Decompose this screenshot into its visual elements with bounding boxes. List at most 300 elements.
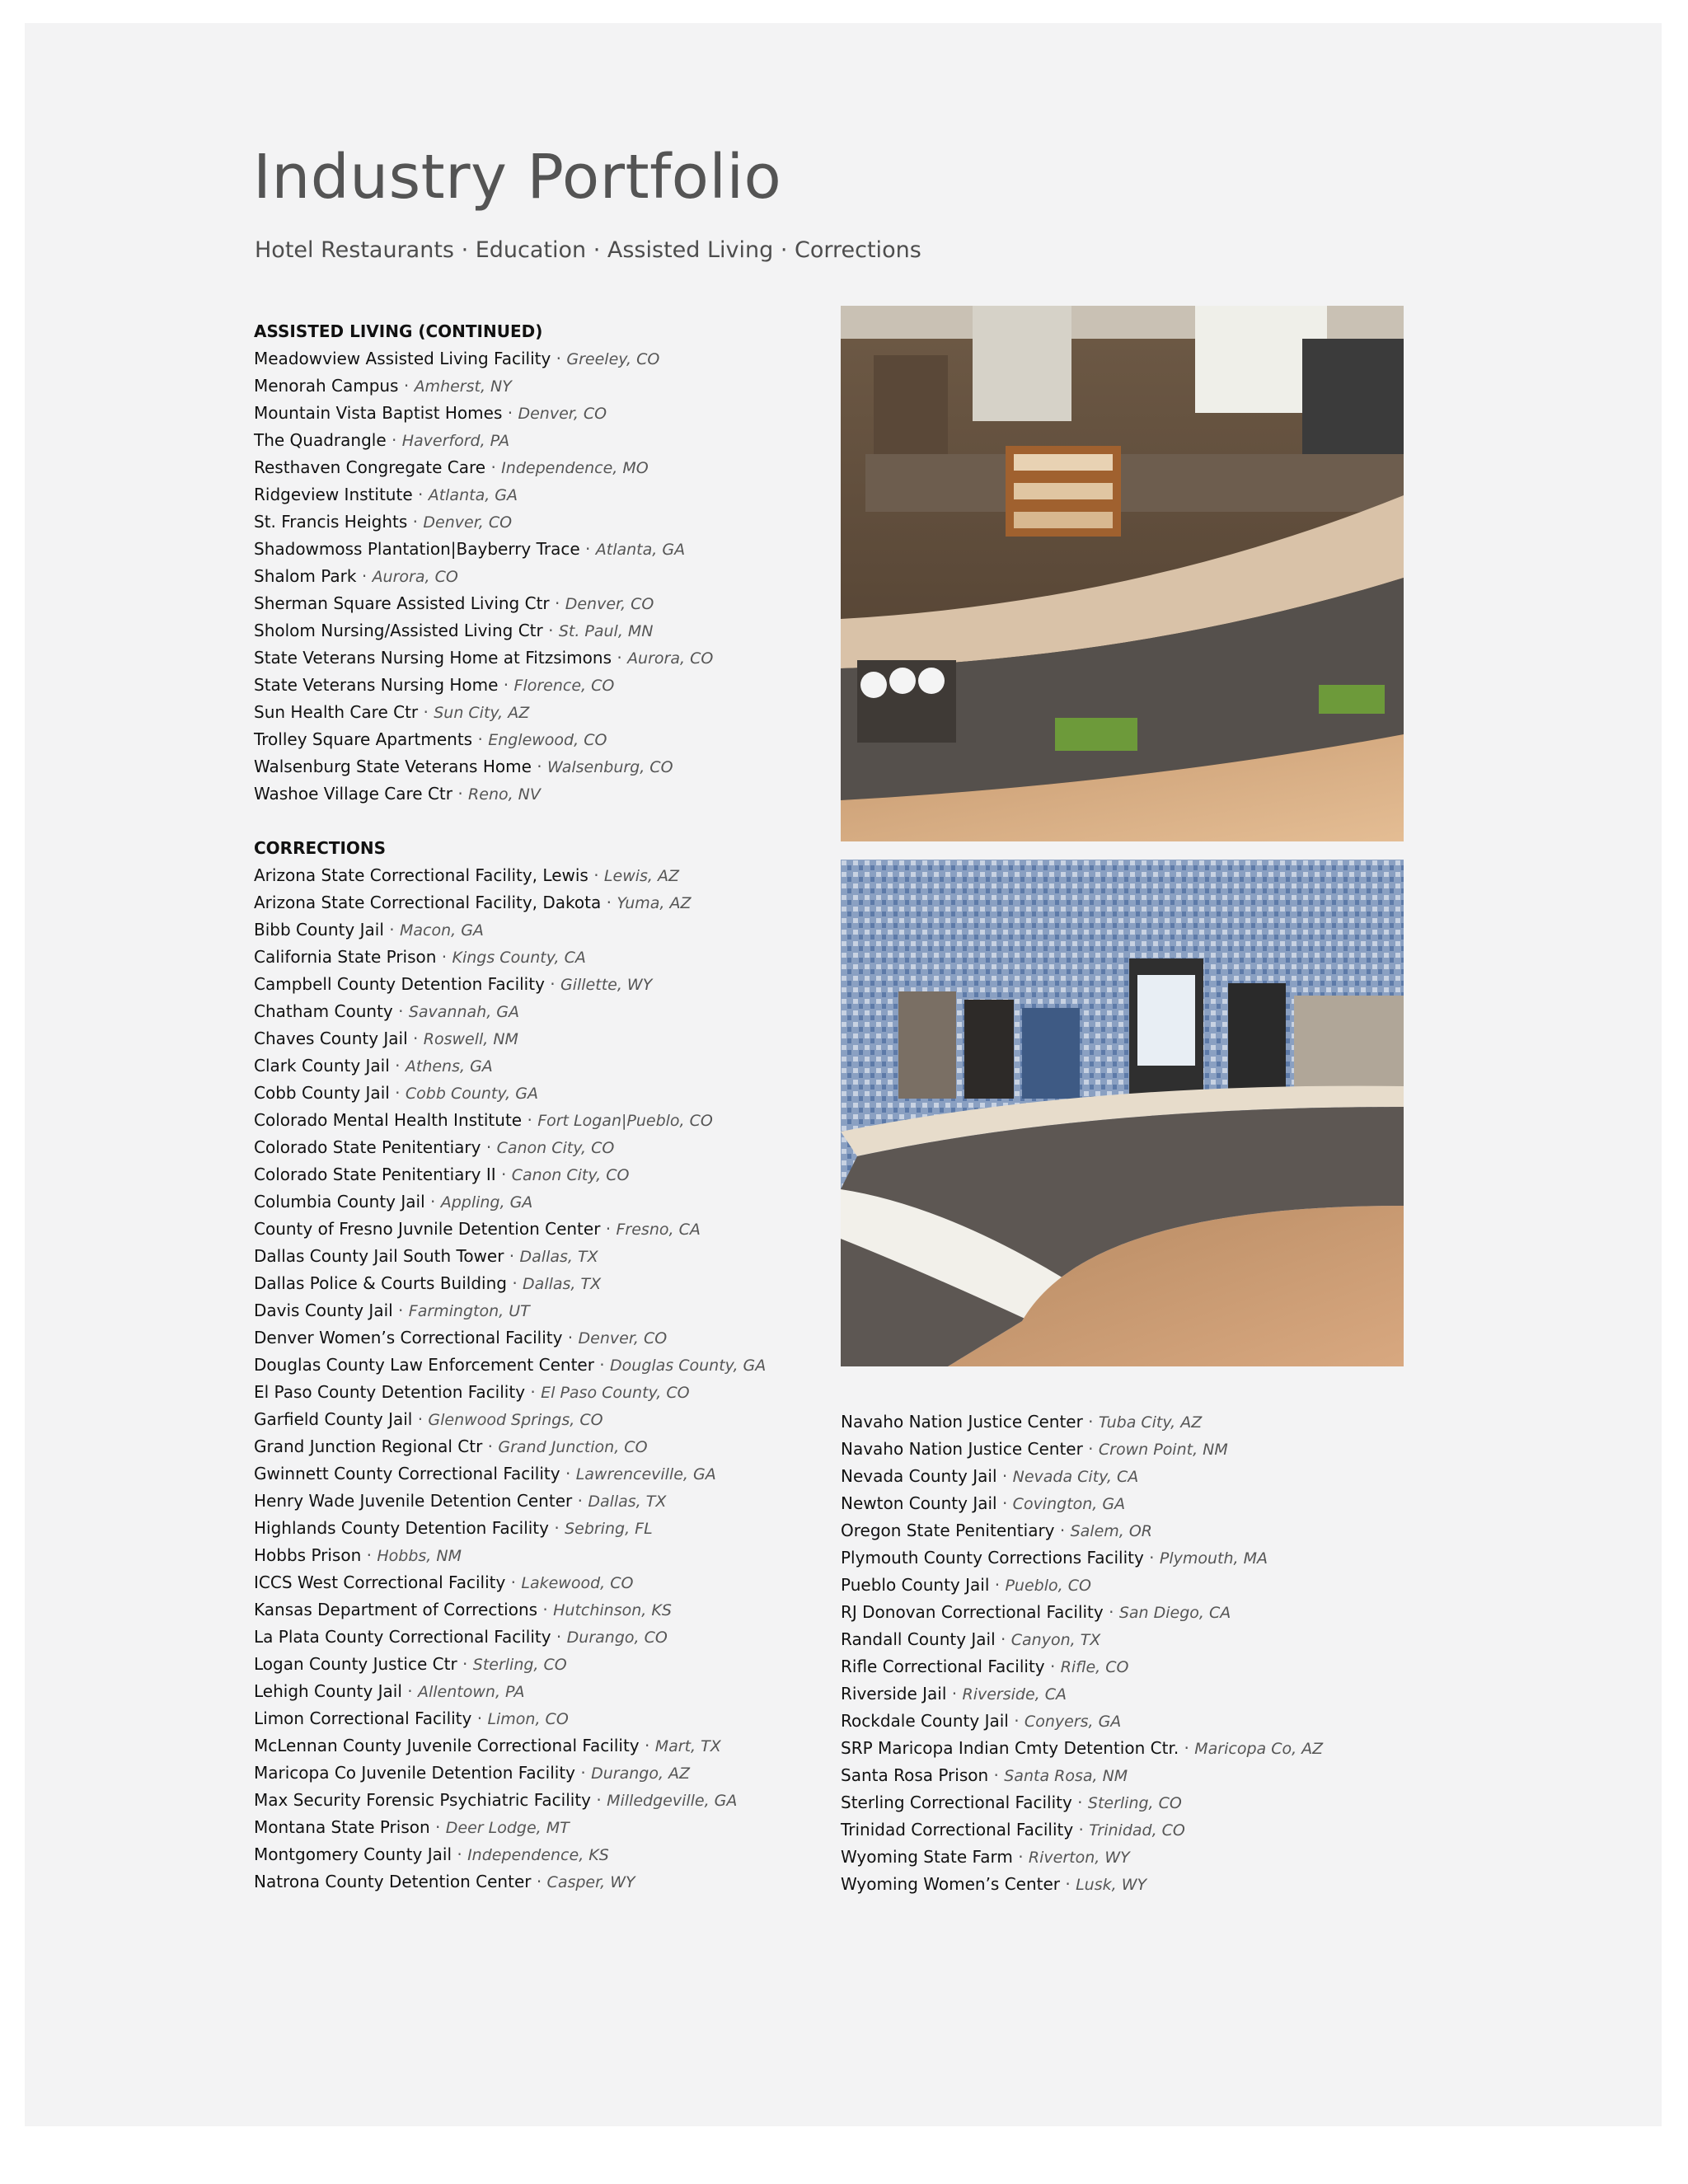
separator: ·	[436, 947, 452, 967]
separator: ·	[504, 1246, 520, 1266]
facility-name: The Quadrangle	[254, 430, 387, 450]
list-item	[841, 1463, 1418, 1490]
list-item	[254, 509, 831, 536]
facility-name: Menorah Campus	[254, 376, 399, 396]
facility-location: Atlanta, GA	[428, 486, 518, 504]
list-item	[841, 1680, 1418, 1708]
facility-location: Limon, CO	[487, 1710, 569, 1728]
separator: ·	[946, 1684, 963, 1704]
facility-name: Grand Junction Regional Ctr	[254, 1436, 483, 1456]
facility-location: Denver, CO	[565, 595, 654, 613]
facility-name: Colorado State Penitentiary	[254, 1137, 481, 1157]
facility-location: Deer Lodge, MT	[445, 1819, 570, 1837]
facility-location: Canyon, TX	[1010, 1631, 1101, 1649]
list-item	[254, 1324, 831, 1352]
separator: ·	[548, 1518, 565, 1538]
facility-name: Rockdale County Jail	[841, 1711, 1009, 1731]
facility-location: Reno, NV	[468, 785, 541, 804]
facility-name: Clark County Jail	[254, 1056, 390, 1076]
separator: ·	[389, 1056, 406, 1076]
separator: ·	[361, 1545, 377, 1565]
list-item	[254, 971, 831, 998]
photo-serving-counter-bakery	[841, 306, 1404, 841]
facility-name: Max Security Forensic Psychiatric Facility	[254, 1790, 592, 1810]
list-item	[254, 427, 831, 454]
separator: ·	[600, 1219, 617, 1239]
separator: ·	[457, 1654, 473, 1674]
facility-name: Wyoming Women’s Center	[841, 1874, 1061, 1894]
facility-name: Chaves County Jail	[254, 1029, 408, 1048]
separator: ·	[418, 702, 434, 722]
facility-location: Appling, GA	[440, 1193, 533, 1212]
list-item	[254, 1025, 831, 1052]
facility-name: Limon Correctional Facility	[254, 1708, 472, 1728]
list-item	[254, 1705, 831, 1732]
list-item	[254, 1270, 831, 1297]
facility-location: Hobbs, NM	[377, 1547, 462, 1565]
facility-name: Santa Rosa Prison	[841, 1765, 989, 1785]
separator: ·	[389, 1083, 406, 1103]
separator: ·	[1044, 1657, 1061, 1676]
separator: ·	[392, 1001, 409, 1021]
facility-name: Logan County Justice Ctr	[254, 1654, 457, 1674]
facility-location: Florence, CO	[513, 677, 615, 695]
facility-location: Maricopa Co, AZ	[1194, 1740, 1324, 1758]
facility-name: Sherman Square Assisted Living Ctr	[254, 593, 550, 613]
facility-name: Lehigh County Jail	[254, 1681, 402, 1701]
facility-name: ICCS West Correctional Facility	[254, 1572, 506, 1592]
list-item	[254, 1678, 831, 1705]
list-item	[254, 617, 831, 644]
facility-location: Macon, GA	[399, 921, 484, 940]
facility-location: Aurora, CO	[372, 568, 458, 586]
facility-location: Lawrenceville, GA	[575, 1465, 716, 1483]
list-item	[841, 1517, 1418, 1544]
list-item	[254, 780, 831, 808]
separator: ·	[591, 1790, 607, 1810]
facility-name: Wyoming State Farm	[841, 1847, 1013, 1867]
separator: ·	[537, 1600, 554, 1619]
separator: ·	[412, 1409, 429, 1429]
list-item	[254, 1651, 831, 1678]
list-item	[254, 699, 831, 726]
separator: ·	[575, 1763, 592, 1783]
facility-location: Plymouth, MA	[1159, 1549, 1268, 1568]
facility-name: Sun Health Care Ctr	[254, 702, 419, 722]
list-item	[254, 1569, 831, 1596]
separator: ·	[506, 1273, 523, 1293]
facility-name: Navaho Nation Justice Center	[841, 1439, 1083, 1459]
list-item	[254, 1542, 831, 1569]
separator: ·	[386, 430, 402, 450]
facility-name: Shalom Park	[254, 566, 357, 586]
section-heading-assisted-living: ASSISTED LIVING (CONTINUED)	[254, 321, 543, 341]
facility-location: Covington, GA	[1012, 1495, 1126, 1513]
separator: ·	[452, 784, 469, 804]
list-item	[254, 1596, 831, 1624]
list-item	[254, 1488, 831, 1515]
facility-location: Kings County, CA	[452, 949, 586, 967]
separator: ·	[531, 1872, 547, 1891]
facility-name: Meadowview Assisted Living Facility	[254, 349, 551, 368]
list-item	[841, 1436, 1418, 1463]
list-item	[254, 1406, 831, 1433]
list-item	[254, 862, 831, 889]
list-item	[254, 1460, 831, 1488]
facility-location: Sun City, AZ	[434, 704, 530, 722]
separator: ·	[429, 1817, 446, 1837]
corrections-list-left	[254, 862, 831, 1896]
facility-location: Haverford, PA	[401, 432, 510, 450]
separator: ·	[996, 1466, 1013, 1486]
facility-location: Trinidad, CO	[1089, 1821, 1185, 1840]
list-item	[254, 1732, 831, 1760]
separator: ·	[522, 1110, 538, 1130]
facility-name: Navaho Nation Justice Center	[841, 1412, 1083, 1432]
facility-name: SRP Maricopa Indian Cmty Detention Ctr.	[841, 1738, 1179, 1758]
separator: ·	[1082, 1439, 1099, 1459]
separator: ·	[560, 1464, 576, 1483]
facility-location: Tuba City, AZ	[1098, 1413, 1203, 1432]
facility-name: County of Fresno Juvnile Detention Center	[254, 1219, 601, 1239]
list-item	[254, 1052, 831, 1080]
corrections-list-right	[841, 1408, 1418, 1898]
facility-name: Bibb County Jail	[254, 920, 384, 940]
separator: ·	[1179, 1738, 1195, 1758]
facility-name: Plymouth County Corrections Facility	[841, 1548, 1144, 1568]
separator: ·	[356, 566, 373, 586]
list-item	[254, 590, 831, 617]
separator: ·	[482, 1436, 499, 1456]
list-item	[841, 1626, 1418, 1653]
list-item	[841, 1572, 1418, 1599]
facility-location: Canon City, CO	[511, 1166, 630, 1184]
list-item	[254, 400, 831, 427]
facility-location: Grand Junction, CO	[498, 1438, 648, 1456]
separator: ·	[601, 893, 617, 912]
separator: ·	[1008, 1711, 1025, 1731]
facility-name: State Veterans Nursing Home	[254, 675, 499, 695]
facility-location: Englewood, CO	[488, 731, 607, 749]
facility-location: Douglas County, GA	[610, 1357, 767, 1375]
separator: ·	[1143, 1548, 1160, 1568]
page-title: Industry Portfolio	[253, 142, 782, 213]
facility-location: Durango, AZ	[591, 1765, 691, 1783]
list-item	[254, 536, 831, 563]
facility-location: Denver, CO	[578, 1329, 668, 1347]
list-item	[841, 1653, 1418, 1680]
serving-counter-photo	[841, 306, 1404, 841]
list-item	[254, 1161, 831, 1188]
list-item	[841, 1599, 1418, 1626]
facility-name: Oregon State Penitentiary	[841, 1521, 1055, 1540]
facility-name: Henry Wade Juvenile Detention Center	[254, 1491, 573, 1511]
document-page	[25, 23, 1662, 2126]
facility-location: Sterling, CO	[472, 1656, 567, 1674]
list-item	[841, 1762, 1418, 1789]
separator: ·	[996, 1493, 1013, 1513]
separator: ·	[588, 865, 604, 885]
facility-name: Douglas County Law Enforcement Center	[254, 1355, 594, 1375]
list-item	[254, 1243, 831, 1270]
facility-location: Glenwood Springs, CO	[428, 1411, 603, 1429]
facility-name: RJ Donovan Correctional Facility	[841, 1602, 1104, 1622]
list-item	[254, 753, 831, 780]
facility-location: Cobb County, GA	[405, 1085, 538, 1103]
facility-name: Chatham County	[254, 1001, 393, 1021]
facility-name: Walsenburg State Veterans Home	[254, 757, 532, 776]
right-column	[841, 1408, 1418, 1898]
list-item	[841, 1490, 1418, 1517]
list-item	[254, 1760, 831, 1787]
facility-location: Fort Logan|Pueblo, CO	[537, 1112, 713, 1130]
facility-name: Maricopa Co Juvenile Detention Facility	[254, 1763, 576, 1783]
facility-name: Natrona County Detention Center	[254, 1872, 532, 1891]
facility-name: McLennan County Juvenile Correctional Facility	[254, 1736, 640, 1755]
separator: ·	[471, 1708, 488, 1728]
separator: ·	[1054, 1521, 1071, 1540]
facility-name: Montana State Prison	[254, 1817, 430, 1837]
list-item	[841, 1408, 1418, 1436]
facility-name: Garfield County Jail	[254, 1409, 413, 1429]
facility-location: Rifle, CO	[1060, 1658, 1129, 1676]
separator: ·	[579, 539, 596, 559]
facility-location: Mart, TX	[654, 1737, 721, 1755]
list-item	[841, 1735, 1418, 1762]
facility-name: Kansas Department of Corrections	[254, 1600, 538, 1619]
list-item	[254, 726, 831, 753]
list-item	[254, 1379, 831, 1406]
facility-location: Pueblo, CO	[1005, 1577, 1091, 1595]
facility-name: Randall County Jail	[841, 1629, 996, 1649]
facility-name: Riverside Jail	[841, 1684, 947, 1704]
separator: ·	[1071, 1793, 1088, 1812]
facility-name: El Paso County Detention Facility	[254, 1382, 526, 1402]
separator: ·	[531, 757, 547, 776]
assisted-living-list	[254, 345, 831, 808]
separator: ·	[611, 648, 628, 668]
facility-name: Columbia County Jail	[254, 1192, 425, 1212]
facility-name: Sterling Correctional Facility	[841, 1793, 1072, 1812]
separator: ·	[495, 1165, 512, 1184]
separator: ·	[551, 1627, 567, 1647]
facility-location: Santa Rosa, NM	[1004, 1767, 1128, 1785]
facility-location: Independence, KS	[467, 1846, 609, 1864]
facility-name: Denver Women’s Correctional Facility	[254, 1328, 563, 1347]
list-item	[254, 1515, 831, 1542]
list-item	[254, 1868, 831, 1896]
facility-location: Allentown, PA	[418, 1683, 525, 1701]
facility-location: Hutchinson, KS	[553, 1601, 672, 1619]
separator: ·	[639, 1736, 655, 1755]
facility-location: Independence, MO	[501, 459, 649, 477]
separator: ·	[562, 1328, 579, 1347]
list-item	[841, 1708, 1418, 1735]
list-item	[254, 1841, 831, 1868]
facility-location: Dallas, TX	[588, 1493, 667, 1511]
list-item	[254, 944, 831, 971]
facility-location: Nevada City, CA	[1012, 1468, 1139, 1486]
facility-name: Dallas County Jail South Tower	[254, 1246, 504, 1266]
facility-name: Rifle Correctional Facility	[841, 1657, 1045, 1676]
facility-location: San Diego, CA	[1118, 1604, 1231, 1622]
separator: ·	[505, 1572, 522, 1592]
list-item	[841, 1544, 1418, 1572]
page-subtitle: Hotel Restaurants · Education · Assisted Living · Corrections	[255, 237, 921, 263]
list-item	[254, 454, 831, 481]
facility-location: Conyers, GA	[1024, 1713, 1122, 1731]
facility-name: Ridgeview Institute	[254, 485, 413, 504]
separator: ·	[407, 1029, 424, 1048]
facility-location: Savannah, GA	[408, 1003, 519, 1021]
facility-location: Denver, CO	[423, 513, 513, 532]
facility-location: Sebring, FL	[565, 1520, 653, 1538]
separator: ·	[549, 593, 565, 613]
list-item	[841, 1871, 1418, 1898]
facility-name: Colorado State Penitentiary II	[254, 1165, 496, 1184]
facility-location: Crown Point, NM	[1098, 1441, 1228, 1459]
list-item	[841, 1844, 1418, 1871]
facility-name: Resthaven Congregate Care	[254, 457, 486, 477]
facility-location: Lakewood, CO	[521, 1574, 634, 1592]
facility-name: Dallas Police & Courts Building	[254, 1273, 507, 1293]
facility-location: Greeley, CO	[566, 350, 660, 368]
facility-location: Durango, CO	[566, 1629, 668, 1647]
list-item	[254, 1134, 831, 1161]
separator: ·	[544, 974, 560, 994]
facility-location: El Paso County, CO	[541, 1384, 690, 1402]
separator: ·	[502, 403, 518, 423]
facility-location: Casper, WY	[546, 1873, 635, 1891]
list-item	[254, 672, 831, 699]
facility-name: Shadowmoss Plantation|Bayberry Trace	[254, 539, 580, 559]
facility-location: Riverside, CA	[962, 1685, 1067, 1704]
list-item	[254, 889, 831, 916]
facility-name: Arizona State Correctional Facility, Dakota	[254, 893, 602, 912]
left-column	[254, 318, 831, 1896]
facility-name: St. Francis Heights	[254, 512, 408, 532]
separator: ·	[401, 1681, 418, 1701]
separator: ·	[1012, 1847, 1029, 1867]
facility-location: Salem, OR	[1070, 1522, 1153, 1540]
facility-name: Newton County Jail	[841, 1493, 997, 1513]
facility-name: Hobbs Prison	[254, 1545, 362, 1565]
facility-name: California State Prison	[254, 947, 437, 967]
separator: ·	[452, 1844, 468, 1864]
facility-name: Highlands County Detention Facility	[254, 1518, 549, 1538]
facility-location: Milledgeville, GA	[607, 1792, 738, 1810]
list-item	[254, 916, 831, 944]
facility-name: Arizona State Correctional Facility, Lewis	[254, 865, 588, 885]
separator: ·	[1103, 1602, 1119, 1622]
list-item	[254, 644, 831, 672]
separator: ·	[542, 621, 559, 640]
facility-location: Yuma, AZ	[617, 894, 692, 912]
separator: ·	[988, 1765, 1005, 1785]
separator: ·	[551, 349, 567, 368]
facility-name: Washoe Village Care Ctr	[254, 784, 452, 804]
facility-location: Fresno, CA	[616, 1221, 701, 1239]
facility-name: Sholom Nursing/Assisted Living Ctr	[254, 621, 543, 640]
facility-name: Montgomery County Jail	[254, 1844, 452, 1864]
facility-location: Lewis, AZ	[603, 867, 680, 885]
separator: ·	[1073, 1820, 1090, 1840]
list-item	[254, 345, 831, 373]
section-gap	[254, 808, 831, 835]
facility-name: Colorado Mental Health Institute	[254, 1110, 523, 1130]
facility-name: Nevada County Jail	[841, 1466, 997, 1486]
separator: ·	[472, 729, 489, 749]
facility-location: Riverton, WY	[1028, 1849, 1130, 1867]
separator: ·	[398, 376, 415, 396]
facility-location: Farmington, UT	[408, 1302, 530, 1320]
facility-location: Gillette, WY	[560, 976, 653, 994]
facility-location: Lusk, WY	[1076, 1876, 1147, 1894]
facility-location: Canon City, CO	[496, 1139, 615, 1157]
list-item	[254, 1216, 831, 1243]
separator: ·	[572, 1491, 588, 1511]
facility-location: St. Paul, MN	[558, 622, 654, 640]
separator: ·	[485, 457, 502, 477]
facility-location: Atlanta, GA	[595, 541, 686, 559]
separator: ·	[407, 512, 424, 532]
separator: ·	[989, 1575, 1006, 1595]
facility-name: Davis County Jail	[254, 1301, 393, 1320]
facility-name: State Veterans Nursing Home at Fitzsimons	[254, 648, 612, 668]
separator: ·	[525, 1382, 542, 1402]
separator: ·	[383, 920, 400, 940]
list-item	[254, 1624, 831, 1651]
separator: ·	[593, 1355, 611, 1375]
facility-name: La Plata County Correctional Facility	[254, 1627, 551, 1647]
beverage-counter-photo	[841, 860, 1404, 1366]
facility-location: Sterling, CO	[1087, 1794, 1182, 1812]
list-item	[254, 481, 831, 509]
list-item	[254, 1352, 831, 1379]
list-item	[254, 1107, 831, 1134]
facility-location: Athens, GA	[405, 1057, 493, 1076]
list-item	[841, 1816, 1418, 1844]
facility-name: Gwinnett County Correctional Facility	[254, 1464, 560, 1483]
list-item	[254, 1433, 831, 1460]
separator: ·	[392, 1301, 409, 1320]
facility-location: Aurora, CO	[627, 649, 714, 668]
list-item	[841, 1789, 1418, 1816]
list-item	[254, 373, 831, 400]
facility-name: Mountain Vista Baptist Homes	[254, 403, 503, 423]
facility-name: Campbell County Detention Facility	[254, 974, 545, 994]
section-heading-corrections: CORRECTIONS	[254, 838, 387, 858]
facility-location: Denver, CO	[518, 405, 607, 423]
list-item	[254, 1787, 831, 1814]
separator: ·	[995, 1629, 1011, 1649]
separator: ·	[498, 675, 514, 695]
list-item	[254, 1080, 831, 1107]
separator: ·	[424, 1192, 441, 1212]
list-item	[254, 998, 831, 1025]
facility-location: Amherst, NY	[414, 377, 512, 396]
facility-name: Trolley Square Apartments	[254, 729, 473, 749]
separator: ·	[412, 485, 429, 504]
photo-beverage-counter	[841, 860, 1404, 1366]
facility-location: Dallas, TX	[523, 1275, 602, 1293]
facility-name: Cobb County Jail	[254, 1083, 390, 1103]
list-item	[254, 563, 831, 590]
facility-location: Walsenburg, CO	[546, 758, 673, 776]
facility-location: Roswell, NM	[423, 1030, 518, 1048]
list-item	[254, 1814, 831, 1841]
list-item	[254, 1297, 831, 1324]
